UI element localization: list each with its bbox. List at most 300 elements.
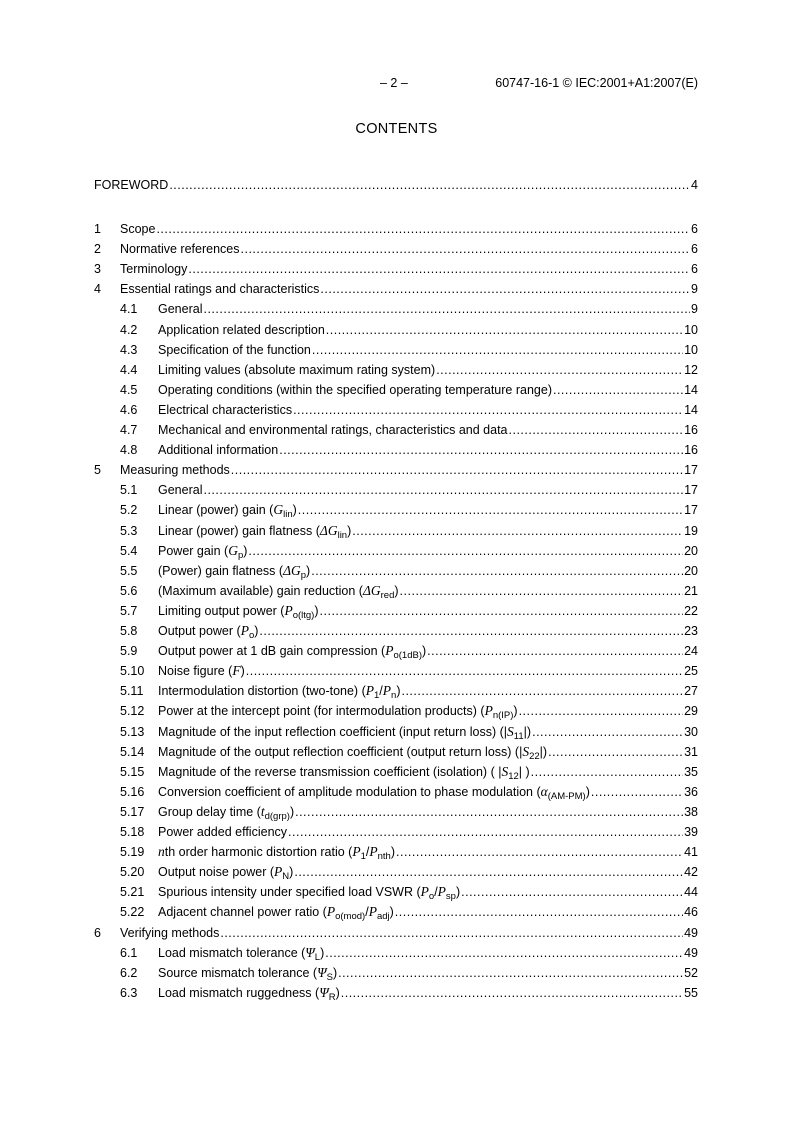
toc-entry-line (158, 421, 698, 439)
toc-entry-number: 5.19 (120, 845, 145, 860)
toc-entry-title (158, 662, 245, 680)
toc-entry-page: 36 (684, 784, 698, 799)
toc-entry-label: (Maximum available) gain reduction ( (158, 583, 363, 598)
toc-entry-line (120, 461, 698, 479)
math-symbol: Ψ (305, 944, 315, 960)
toc-entry-page: 42 (684, 865, 698, 880)
toc-entry-page: 6 (691, 262, 698, 277)
toc-entry-line (158, 743, 698, 761)
toc-entry-label-after: ) (389, 905, 394, 920)
toc-entry[interactable] (94, 361, 698, 379)
dot-leader (532, 723, 683, 741)
toc-entry-label: Power at the intercept point (for intermodulation products) ( (158, 704, 485, 719)
toc-entry-line (158, 823, 698, 841)
toc-entry-number: 5.7 (120, 603, 138, 618)
dot-leader (220, 924, 683, 942)
toc-entry-page: 17 (684, 463, 698, 478)
toc-entry-number: 5.18 (120, 825, 145, 839)
toc-entry[interactable] (94, 763, 698, 781)
toc-entry-label: (Power) gain flatness ( (158, 563, 284, 578)
toc-entry[interactable] (94, 240, 698, 258)
dot-leader (591, 783, 683, 801)
math-symbol: S (501, 763, 509, 779)
toc-entry-label: Verifying methods (120, 925, 220, 940)
toc-entry[interactable] (94, 280, 698, 298)
toc-entry-label-after: ) (332, 965, 338, 980)
math-subscript: n (391, 690, 397, 702)
toc-entry-number: 5.22 (120, 905, 145, 920)
toc-entry-label-after: ) (347, 523, 352, 538)
toc-entry-number: 5 (94, 463, 101, 478)
toc-entry-line (158, 964, 698, 982)
toc-entry-label: Limiting output power ( (158, 603, 285, 618)
math-symbol: t (260, 803, 265, 819)
math-subscript: S (326, 971, 333, 983)
math-symbol: S (507, 723, 514, 739)
toc-entry-label: Load mismatch ruggedness ( (158, 985, 320, 1000)
toc-entry-number: 5.5 (120, 563, 138, 578)
toc-entry-title (120, 280, 319, 298)
toc-entry-number: 5.15 (120, 764, 145, 779)
math-symbol: P (365, 683, 374, 699)
toc-entry-page: 14 (684, 382, 698, 397)
math-subscript: R (328, 991, 336, 1003)
math-symbol: P (437, 884, 446, 900)
toc-entry-line (158, 321, 698, 339)
toc-entry-number: 5.9 (120, 644, 138, 659)
toc-entry-number: 5.16 (120, 784, 145, 799)
toc-entry-page: 49 (684, 945, 698, 960)
toc-entry-number: 4.3 (120, 342, 138, 357)
toc-entry-number: 4.5 (120, 382, 138, 397)
toc-entry-title (120, 260, 187, 278)
toc-entry-foreword[interactable] (94, 176, 698, 194)
toc-entry[interactable] (94, 682, 698, 700)
math-subscript: o(ltg) (292, 609, 315, 621)
toc-entry-number: 5.20 (120, 865, 145, 880)
toc-entry[interactable] (94, 381, 698, 399)
dot-leader (311, 562, 683, 580)
toc-entry-page: 41 (684, 845, 698, 860)
toc-entry-label-mid: / (434, 885, 438, 900)
math-symbol: P (326, 904, 336, 920)
toc-entry-number: 5.21 (120, 885, 145, 900)
toc-entry-page: 16 (684, 423, 698, 437)
toc-entry-page: 24 (684, 644, 698, 659)
toc-entry-number: 4 (94, 282, 101, 297)
toc-entry-number: 5.11 (120, 684, 144, 699)
toc-entry-label-after: |) (539, 744, 548, 759)
toc-entry[interactable] (94, 321, 698, 339)
math-symbol: P (484, 703, 493, 719)
toc-entry-page: 31 (684, 744, 698, 759)
toc-entry[interactable] (94, 461, 698, 479)
math-subscript: d(grp) (264, 810, 290, 822)
toc-entry-number: 5.13 (120, 724, 145, 739)
toc-entry-number: 6.1 (120, 945, 138, 960)
toc-entry-label: Mechanical and environmental ratings, characteristics and data (158, 423, 508, 437)
toc-entry-label: Magnitude of the reverse transmission coefficient (isolation) ( | (158, 764, 502, 779)
toc-entry-label: Source mismatch tolerance ( (158, 965, 318, 980)
toc-entry-line (158, 300, 698, 318)
toc-entry-label-after: ) (289, 804, 295, 819)
toc-entry-label-mid: / (379, 684, 383, 699)
toc-entry-line (158, 883, 698, 901)
page-number: – 2 – (380, 76, 408, 90)
toc-entry-label-after: ) (243, 543, 248, 558)
dot-leader (293, 401, 683, 419)
toc-entry-label-end: ) (390, 845, 396, 860)
dot-leader (553, 381, 683, 399)
dot-leader (169, 176, 690, 194)
toc-entry-title (94, 176, 168, 194)
toc-entry-page: 4 (691, 178, 698, 192)
math-symbol: Ψ (319, 984, 329, 1000)
toc-entry-number: 5.1 (120, 483, 138, 498)
dot-leader (396, 843, 683, 861)
toc-entry-line (158, 481, 698, 499)
toc-entry-label-mid: / (365, 845, 370, 860)
dot-leader (531, 763, 683, 781)
toc-entry[interactable] (94, 743, 698, 761)
toc-entry-line (158, 542, 698, 560)
toc-entry-number: 1 (94, 222, 101, 236)
toc-entry-line (158, 401, 698, 419)
toc-entry-label-after: ) (240, 664, 245, 679)
dot-leader (341, 984, 683, 1002)
dot-leader (156, 220, 690, 238)
toc-entry[interactable] (94, 863, 698, 881)
math-subscript: red (380, 589, 395, 601)
toc-entry-page: 55 (684, 985, 698, 1000)
toc-entry[interactable] (94, 944, 698, 962)
toc-entry-label: Power added efficiency (158, 825, 288, 839)
toc-entry-number: 5.2 (120, 503, 138, 518)
math-subscript: lin (337, 529, 348, 541)
math-subscript: n(IP) (492, 710, 514, 722)
toc-entry-number: 5.14 (120, 744, 145, 759)
toc-entry-line (120, 260, 698, 278)
toc-entry[interactable] (94, 984, 698, 1002)
math-subscript: L (314, 951, 321, 963)
toc-entry-line (120, 924, 698, 942)
toc-entry-page: 9 (691, 282, 698, 297)
toc-entry-label: Adjacent channel power ratio ( (158, 905, 327, 920)
toc-entry-label-after: ) (289, 865, 294, 880)
toc-entry-label: Intermodulation distortion (two-tone) ( (158, 684, 366, 699)
math-subscript: nth (377, 851, 391, 863)
toc-entry-label: General (158, 483, 203, 498)
math-subscript: (AM-PM) (547, 790, 586, 802)
toc-entry-number: 2 (94, 242, 101, 257)
toc-entry-line (158, 723, 698, 741)
toc-entry[interactable] (94, 883, 698, 901)
toc-entry[interactable] (94, 481, 698, 499)
toc-entry-label: Magnitude of the output reflection coefficient (output return loss) (| (158, 744, 523, 759)
math-symbol: P (352, 844, 361, 860)
toc-entry-number: 5.3 (120, 523, 138, 538)
math-symbol: P (420, 884, 429, 900)
math-subscript: N (282, 871, 290, 883)
math-symbol: Ψ (317, 964, 327, 980)
toc-entry-page: 16 (684, 443, 698, 458)
dot-leader (436, 361, 683, 379)
toc-entry[interactable] (94, 622, 698, 640)
dot-leader (288, 823, 683, 841)
toc-entry-number: 4.4 (120, 362, 138, 377)
toc-entry[interactable] (94, 582, 698, 600)
toc-entry[interactable] (94, 662, 698, 680)
toc-entry-number: 4.8 (120, 443, 138, 458)
dot-leader (352, 522, 683, 540)
math-subscript: lin (283, 509, 293, 521)
toc-entry-page: 21 (684, 583, 698, 598)
toc-entry-line (158, 441, 698, 459)
toc-entry-page: 25 (684, 664, 698, 679)
dot-leader (295, 803, 683, 821)
dot-leader (461, 883, 683, 901)
math-subscript: 12 (508, 770, 519, 782)
toc-entry-label-after: ) (585, 784, 590, 799)
dot-leader (320, 602, 684, 620)
toc-entry-title (120, 220, 155, 238)
toc-entry-label: Terminology (120, 262, 188, 277)
toc-entry-label: Limiting values (absolute maximum rating system) (158, 362, 436, 377)
toc-entry-label: Specification of the function (158, 342, 311, 357)
toc-entry-label: Output power at 1 dB gain compression ( (158, 644, 386, 659)
toc-entry[interactable] (94, 702, 698, 720)
toc-entry[interactable] (94, 401, 698, 419)
toc-entry[interactable] (94, 260, 698, 278)
toc-entry-label-after: ) (254, 624, 259, 638)
toc-entry-page: 38 (684, 804, 698, 819)
toc-entry-label-after: ) (292, 503, 297, 518)
math-subscript: p (300, 569, 307, 581)
toc-entry-page: 30 (684, 724, 698, 739)
toc-entry-label-after: ) (335, 985, 340, 1000)
dot-leader (312, 341, 683, 359)
toc-entry-line (158, 863, 698, 881)
toc-entry-page: 46 (684, 905, 698, 920)
toc-entry-label-after: ) (396, 684, 401, 699)
toc-entry-label-after: ) (513, 704, 518, 719)
toc-entry[interactable] (94, 642, 698, 660)
dot-leader (326, 321, 683, 339)
toc-entry-page: 39 (684, 825, 698, 839)
dot-leader (246, 662, 683, 680)
dot-leader (259, 622, 683, 640)
dot-leader (188, 260, 690, 278)
dot-leader (519, 702, 684, 720)
dot-leader (401, 682, 683, 700)
toc-entry-label-after: ) (455, 885, 461, 900)
toc-entry-label: Electrical characteristics (158, 402, 293, 417)
toc-entry-title (158, 441, 278, 459)
toc-entry-label-after: ) (394, 583, 399, 598)
dot-leader (325, 944, 683, 962)
toc-entry-page: 17 (684, 483, 698, 498)
toc-entry[interactable] (94, 501, 698, 519)
math-subscript: 1 (373, 690, 380, 702)
toc-entry-line (94, 176, 698, 194)
toc-entry-line (158, 944, 698, 962)
toc-entry-title (158, 321, 325, 339)
toc-entry-title (158, 823, 287, 841)
toc-entry-line (158, 763, 698, 781)
dot-leader (395, 903, 683, 921)
toc-entry-label: Additional information (158, 443, 279, 458)
toc-entry-number: 3 (94, 262, 101, 277)
toc-entry-line (158, 903, 698, 921)
toc-entry-number: 5.12 (120, 704, 145, 719)
toc-entry-number: 5.6 (120, 583, 138, 598)
toc-entry-title (158, 361, 435, 379)
toc-entry[interactable] (94, 964, 698, 982)
toc-entry-number: 6 (94, 925, 101, 940)
toc-entry-label: Spurious intensity under specified load VSWR ( (158, 885, 421, 900)
toc-entry-number: 4.2 (120, 322, 138, 337)
math-symbol: G (273, 502, 284, 518)
toc-entry[interactable] (94, 843, 698, 861)
dot-leader (320, 280, 690, 298)
toc-entry[interactable] (94, 220, 698, 238)
dot-leader (400, 582, 684, 600)
toc-entry-title (120, 240, 240, 258)
toc-entry-title (120, 461, 230, 479)
toc-entry-line (158, 562, 698, 580)
math-symbol: P (369, 844, 378, 860)
toc-entry-line (158, 682, 698, 700)
document-id: 60747-16-1 © IEC:2001+A1:2007(E) (495, 76, 698, 90)
toc-entry[interactable] (94, 803, 698, 821)
toc-entry-page: 10 (684, 322, 698, 337)
toc-entry-line (158, 522, 698, 540)
toc-entry-page: 17 (684, 503, 698, 518)
toc-entry-label: Group delay time ( (158, 804, 261, 819)
toc-entry[interactable] (94, 924, 698, 942)
toc-entry-title (158, 341, 311, 359)
toc-entry-label-mid: / (365, 905, 369, 920)
toc-entry-label-after: ) (306, 563, 311, 578)
toc-entry-number: 5.8 (120, 624, 138, 638)
math-symbol: S (522, 743, 530, 759)
toc-entry-title (158, 481, 202, 499)
dot-leader (548, 743, 683, 761)
dot-leader (231, 461, 683, 479)
toc-entry-page: 12 (684, 362, 698, 377)
toc-entry-line (158, 602, 698, 620)
toc-entry-line (158, 582, 698, 600)
toc-entry-page: 6 (691, 242, 698, 257)
dot-leader (203, 300, 690, 318)
dot-leader (338, 964, 683, 982)
toc-entry-label-after: ) (314, 603, 319, 618)
math-subscript: 1 (360, 851, 366, 863)
toc-entry-label: Application related description (158, 322, 325, 337)
toc-entry-line (120, 240, 698, 258)
math-symbol: P (385, 643, 394, 659)
toc-entry-line (120, 280, 698, 298)
toc-entry-number: 4.6 (120, 402, 138, 417)
dot-leader (279, 441, 683, 459)
toc-entry[interactable] (94, 441, 698, 459)
toc-entry-page: 52 (684, 965, 698, 980)
math-symbol: G (228, 542, 238, 558)
toc-entry[interactable] (94, 562, 698, 580)
toc-entry-line (158, 843, 698, 861)
toc-entry-label: Linear (power) gain ( (158, 503, 274, 518)
toc-entry-label-after: th order harmonic distortion ratio ( (164, 845, 353, 860)
dot-leader (203, 481, 683, 499)
toc-entry-page: 20 (684, 543, 698, 558)
math-subscript: p (237, 549, 244, 561)
toc-entry-number: 5.10 (120, 664, 145, 679)
toc-entry-page: 14 (684, 402, 698, 417)
toc-entry[interactable] (94, 421, 698, 439)
math-subscript: o (428, 891, 435, 903)
toc-entry-number: 5.17 (120, 804, 145, 819)
toc-entry-page: 29 (684, 704, 698, 719)
toc-entry[interactable] (94, 542, 698, 560)
toc-entry-label: Power gain ( (158, 543, 229, 558)
math-symbol: P (284, 602, 293, 618)
math-symbol: F (232, 663, 241, 679)
math-symbol: ΔG (362, 582, 381, 598)
math-symbol: P (368, 904, 377, 920)
toc-entry-label-after: |) (523, 724, 532, 739)
toc-entry-page: 35 (684, 764, 698, 779)
toc-entry[interactable] (94, 300, 698, 318)
toc-entry-page: 23 (684, 624, 698, 638)
math-subscript: adj (376, 911, 390, 923)
toc-entry[interactable] (94, 602, 698, 620)
toc-entry[interactable] (94, 522, 698, 540)
math-subscript: sp (445, 891, 456, 903)
toc-entry-line (158, 702, 698, 720)
math-subscript: o (248, 630, 255, 641)
math-symbol: P (240, 623, 249, 638)
toc-entry-title (120, 924, 219, 942)
toc-entry-page: 19 (684, 523, 698, 538)
toc-entry-page: 49 (684, 925, 698, 940)
toc-entry-title (158, 401, 292, 419)
toc-entry[interactable] (94, 723, 698, 741)
toc-entry-page: 27 (684, 684, 698, 699)
toc-entry-label: Operating conditions (within the specified operating temperature range) (158, 382, 552, 397)
toc-entry-label: Measuring methods (120, 463, 230, 478)
toc-entry-page: 10 (684, 342, 698, 357)
toc-entry[interactable] (94, 341, 698, 359)
math-symbol: α (540, 783, 548, 799)
dot-leader (509, 421, 684, 439)
toc-entry-label-after: | ) (518, 764, 530, 779)
toc-entry-label-after: ) (421, 644, 427, 659)
toc-entry-number: 4.7 (120, 423, 138, 437)
toc-entry-line (120, 220, 698, 238)
toc-entry[interactable] (94, 903, 698, 921)
toc-entry-number: 5.4 (120, 543, 138, 558)
toc-entry-page: 6 (691, 222, 698, 236)
math-symbol: ΔG (319, 522, 338, 538)
toc-entry-line (158, 381, 698, 399)
toc-entry-label: Essential ratings and characteristics (120, 282, 320, 297)
toc-entry-label-after: ) (320, 945, 325, 960)
toc-entry[interactable] (94, 823, 698, 841)
dot-leader (427, 642, 683, 660)
toc-entry-line (158, 501, 698, 519)
math-subscript: o(1dB) (393, 650, 422, 662)
toc-entry[interactable] (94, 783, 698, 801)
